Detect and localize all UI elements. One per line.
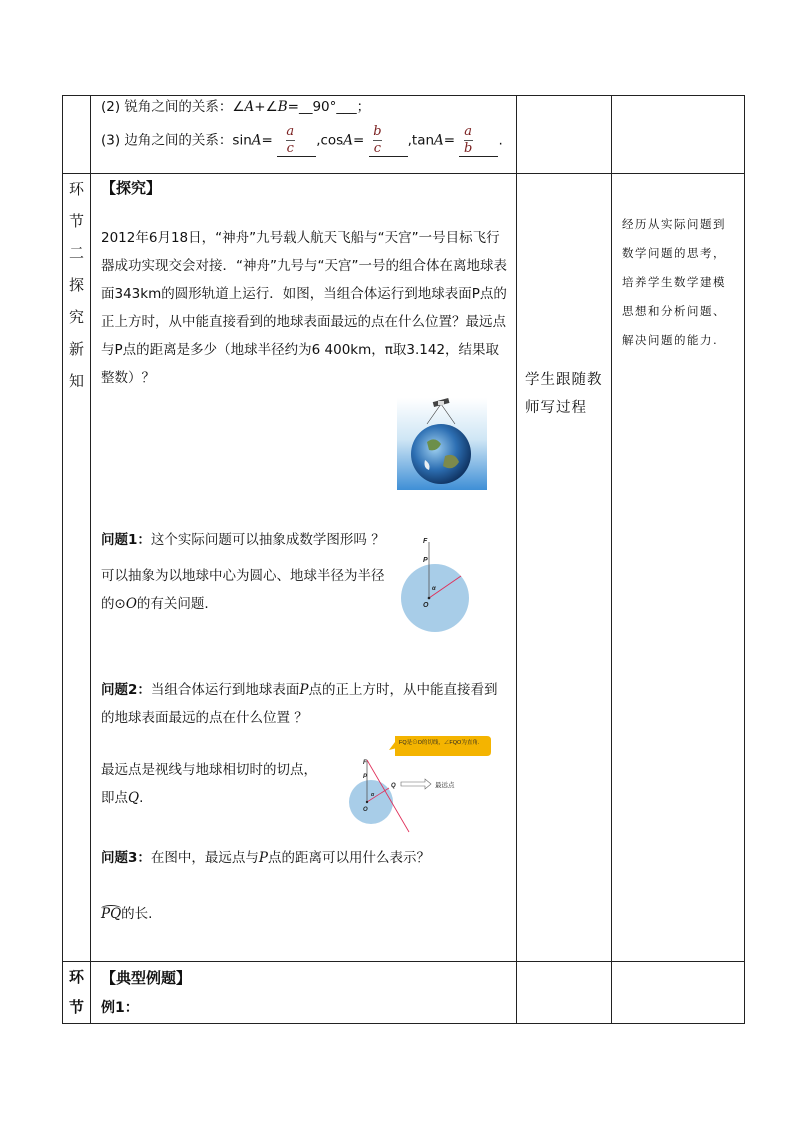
side-angle-relation-line: (3) 边角之间的关系：sinA= $\frac{a}{c}$ ,cosA= $\frac{b}{c}$ ,tanA= $\frac{a}{b}$ . xyxy=(101,124,503,156)
examples-heading: 【典型例题】 xyxy=(101,969,192,987)
fig2-label-o: O xyxy=(363,807,368,813)
stage-cell-empty xyxy=(63,96,91,174)
fig2-callout: FQ是⊙O的切线，∠FQO为直角. xyxy=(399,740,480,746)
tangent-figure-2 xyxy=(349,732,505,836)
explore-content-cell xyxy=(91,174,517,962)
explore-intro: 2012年6月18日，“神舟”九号载人航天飞船与“天宫”一号目标飞行器成功实现交会对接．“神舟”九号与“天宫”一号的组合体在离地球表面343km的圆形轨道上运行．如图，当组合体运行到地球表面P点的正上方时，从中能直接看到的地球表面最远的点在什么位置？最远点与P点的距离是多少（地球半径约为6 400km，π取3.142，结果取整数）？ xyxy=(101,230,507,386)
answer-2-line-1: 最远点是视线与地球相切时的切点， xyxy=(101,762,317,778)
table-row-relations xyxy=(63,96,745,174)
tan-fraction: $\frac{a}{b}$ xyxy=(464,124,473,156)
satellite-earth-image xyxy=(397,398,487,490)
fig1-label-p: P xyxy=(423,557,428,564)
angle-relation-line: (2) 锐角之间的关系：∠A+∠B=__90°___； xyxy=(101,99,371,115)
answer-3: PQ的长. xyxy=(101,900,508,928)
examples-teacher-cell-empty xyxy=(517,962,612,1024)
sin-fraction: $\frac{a}{c}$ xyxy=(286,124,295,156)
sin-answer-blank xyxy=(277,125,316,157)
design-intent-cell: 经历从实际问题到数学问题的思考，培养学生数学建模思想和分析问题、解决问题的能力. xyxy=(612,174,745,962)
fig1-label-f: F xyxy=(423,538,428,545)
explore-heading: 【探究】 xyxy=(101,179,162,197)
design-intent-cell-empty xyxy=(612,96,745,174)
relations-cell xyxy=(91,96,517,174)
lesson-plan-table xyxy=(62,95,745,1024)
tan-answer-blank xyxy=(459,125,498,157)
cos-fraction: $\frac{b}{c}$ xyxy=(373,124,382,156)
teacher-activity-cell-empty xyxy=(517,96,612,174)
answer-2-block xyxy=(101,732,508,840)
examples-design-cell-empty xyxy=(612,962,745,1024)
circle-figure-1 xyxy=(399,532,479,636)
stage-label-examples: 环 节 xyxy=(63,962,91,1024)
answer-1-line-1: 可以抽象为以地球中心为圆心、地球半径为半径 xyxy=(101,568,385,584)
table-row-explore xyxy=(63,174,745,962)
fig2-label-q: Q xyxy=(391,783,396,789)
table-row-examples xyxy=(63,962,745,1024)
fig2-arrow-label: 最远点 xyxy=(435,782,455,789)
cos-answer-blank xyxy=(369,125,408,157)
answer-2-line-2: 即点Q. xyxy=(101,790,144,806)
question-2: 问题2：当组合体运行到地球表面P点的正上方时，从中能直接看到的地球表面最远的点在什么位置 ？ xyxy=(101,682,498,726)
example-1-label: 例1： xyxy=(101,1000,139,1016)
teacher-activity-cell: 学生跟随教师写过程 xyxy=(517,174,612,962)
question-1: 问题1：这个实际问题可以抽象成数学图形吗 ？ xyxy=(101,532,385,548)
fig1-label-alpha: α xyxy=(432,586,436,592)
answer-1-line-2: 的⊙O的有关问题. xyxy=(101,596,209,612)
fig1-label-o: O xyxy=(423,602,429,609)
arc-pq: PQ xyxy=(101,906,122,922)
angle-answer: __90°___ xyxy=(298,99,357,115)
fig2-label-alpha: α xyxy=(371,792,375,798)
examples-content-cell xyxy=(91,962,517,1024)
fig2-label-p: P xyxy=(363,774,368,780)
fig2-label-f: F xyxy=(363,760,367,766)
question-3: 问题3：在图中，最远点与P点的距离可以用什么表示？ xyxy=(101,850,430,866)
stage-label-explore: 环 节 二 探 究 新 知 xyxy=(63,174,91,962)
